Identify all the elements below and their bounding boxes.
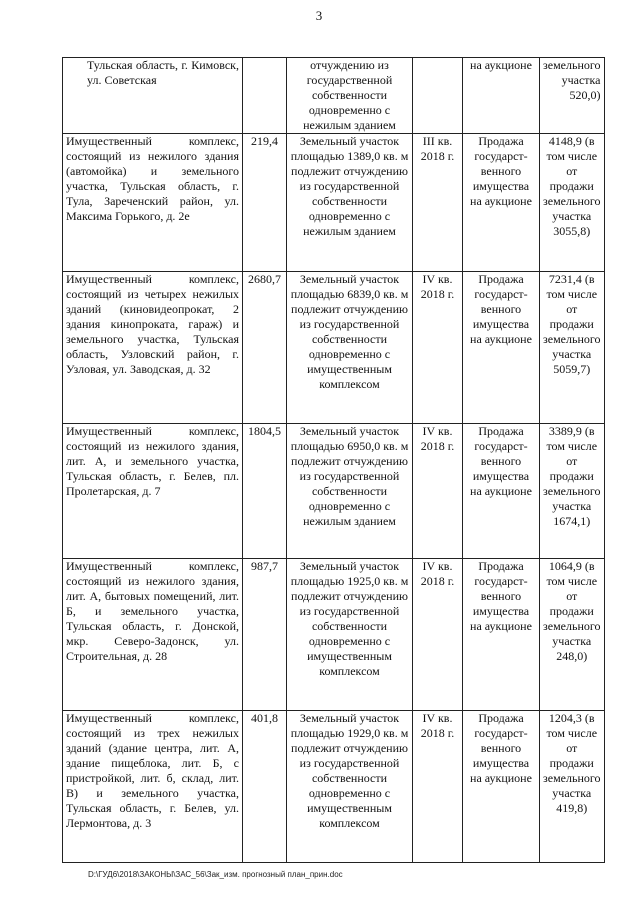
sale-method: Продажа государст- венного имущества на аукционе: [463, 711, 540, 863]
land-note: Земельный участок площадью 6950,0 кв. м подлежит отчуждению из государственной собственности одновременно с нежилым зданием: [287, 424, 413, 559]
page-number: 3: [315, 8, 323, 23]
table-row: [63, 134, 605, 272]
sale-term: IV кв. 2018 г.: [413, 711, 463, 863]
object-description: Имущественный комплекс, состоящий из нежилого здания, лит. А, и земельного участка, Тульская область, г. Белев, пл. Пролетарская, д. 7: [63, 424, 243, 559]
expected-income: 1204,3 (в том числе от продажи земельного участка 419,8): [540, 711, 605, 863]
table-row: [63, 58, 605, 134]
sale-method: Продажа государст- венного имущества на аукционе: [463, 134, 540, 272]
sale-term: [413, 58, 463, 134]
sale-method: Продажа государст- венного имущества на аукционе: [463, 559, 540, 711]
object-description: Имущественный комплекс, состоящий из нежилого здания, лит. А, бытовых помещений, лит. Б, и земельного участка, Тульская область, г. Донской, мкр. Северо-Задонск, ул. Строительная, д. 28: [63, 559, 243, 711]
area-value: [243, 58, 287, 134]
file-path-footer: D:\ГУД6\2018\ЗАКОНЫ\ЗАС_56\Зак_изм. прогнозный план_прин.doc: [88, 870, 343, 879]
sale-term: III кв. 2018 г.: [413, 134, 463, 272]
expected-income: 1064,9 (в том числе от продажи земельного участка 248,0): [540, 559, 605, 711]
sale-term: IV кв. 2018 г.: [413, 272, 463, 424]
object-description: Имущественный комплекс, состоящий из трех нежилых зданий (здание центра, лит. А, здание пищеблока, лит. Б, с пристройкой, лит. б, склад, лит. В) и земельного участка, Тульская область, г. Белев, ул. Лермонтова, д. 3: [63, 711, 243, 863]
table-row: [63, 424, 605, 559]
sale-term: IV кв. 2018 г.: [413, 559, 463, 711]
privatization-table: [62, 57, 605, 863]
sale-method: на аукционе: [463, 58, 540, 134]
land-note: Земельный участок площадью 6839,0 кв. м подлежит отчуждению из государственной собственности одновременно с имущественным комплексом: [287, 272, 413, 424]
area-value: 2680,7: [243, 272, 287, 424]
expected-income: 4148,9 (в том числе от продажи земельного участка 3055,8): [540, 134, 605, 272]
object-description: Тульская область, г. Кимовск, ул. Советская: [63, 58, 243, 134]
sale-method: Продажа государст- венного имущества на аукционе: [463, 272, 540, 424]
table-row: [63, 711, 605, 863]
object-description: Имущественный комплекс, состоящий из нежилого здания (автомойка) и земельного участка, Тульская область, г. Тула, Зареченский район, ул. Максима Горького, д. 2е: [63, 134, 243, 272]
table-row: [63, 559, 605, 711]
land-note: Земельный участок площадью 1389,0 кв. м подлежит отчуждению из государственной собственности одновременно с нежилым зданием: [287, 134, 413, 272]
land-note: отчуждению из государственной собственности одновременно с нежилым зданием: [287, 58, 413, 134]
expected-income: 3389,9 (в том числе от продажи земельного участка 1674,1): [540, 424, 605, 559]
table-row: [63, 272, 605, 424]
area-value: 401,8: [243, 711, 287, 863]
area-value: 219,4: [243, 134, 287, 272]
expected-income: 7231,4 (в том числе от продажи земельного участка 5059,7): [540, 272, 605, 424]
expected-income: земельного участка 520,0): [540, 58, 605, 134]
sale-method: Продажа государст- венного имущества на аукционе: [463, 424, 540, 559]
land-note: Земельный участок площадью 1925,0 кв. м подлежит отчуждению из государственной собственности одновременно с имущественным комплексом: [287, 559, 413, 711]
area-value: 1804,5: [243, 424, 287, 559]
object-description: Имущественный комплекс, состоящий из четырех нежилых зданий (киновидеопрокат, 2 здания кинопроката, гараж) и земельного участка, Тульская область, Узловский район, г. Узловая, ул. Заводская, д. 32: [63, 272, 243, 424]
area-value: 987,7: [243, 559, 287, 711]
sale-term: IV кв. 2018 г.: [413, 424, 463, 559]
land-note: Земельный участок площадью 1929,0 кв. м подлежит отчуждению из государственной собственности одновременно с имущественным комплексом: [287, 711, 413, 863]
